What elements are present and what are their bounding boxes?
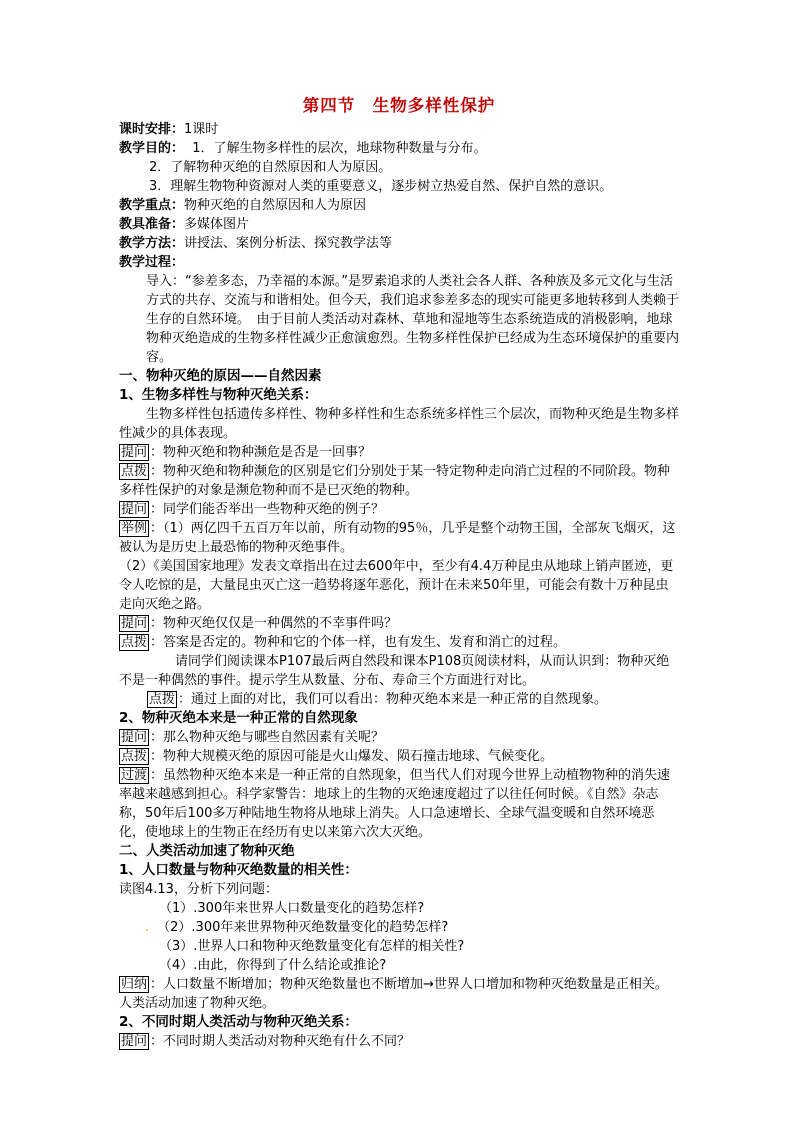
- section1-heading: 一、物种灭绝的原因——自然因素: [119, 368, 322, 384]
- hint-tag: 点拨: [121, 635, 148, 650]
- question-tag: 提问: [121, 445, 148, 460]
- analysis-question-3: （3）.世界人口和物种灭绝数量变化有怎样的相关性?: [159, 939, 465, 954]
- hint-text: ：物种大规模灭绝的原因可能是火山爆发、陨石撞击地球、气候变化。: [150, 749, 554, 764]
- goal-item-1: 1．了解生物多样性的层次，地球物种数量与分布。: [192, 141, 487, 156]
- summary-text: ：人口数量不断增加；物种灭绝数量也不断增加→世界人口增加和物种灭绝数量是正相关。人类活动加速了物种灭绝。: [119, 977, 668, 1011]
- example-text: ：（1）两亿四千五百万年以前，所有动物的95％，几乎是整个动物王国，全部灰飞烟灭，这被认为是历史上最恐怖的物种灭绝事件。: [119, 521, 676, 555]
- section2-subheading-2: 2、不同时期人类活动与物种灭绝关系：: [119, 1014, 358, 1030]
- question-text: ：物种灭绝仅仅是一种偶然的不幸事件吗？: [150, 616, 398, 631]
- analysis-question-2-text: （2）.300年来世界物种灭绝数量变化的趋势怎样?: [157, 920, 449, 935]
- transition-text: ：虽然物种灭绝本来是一种正常的自然现象，但当代人们对现今世界上动植物物种的消失速率越来越感到担心。科学家警告：地球上的生物的灭绝速度超过了以往任何时候。《自然》杂志称，50年后100多万种陆地生物将从地球上消失。人口急速增长、全球气温变暖和自然环境恶化，使地球上的生物正在经历有史以来第六次大灭绝。: [119, 768, 671, 840]
- hint-3: [119, 690, 679, 709]
- question-text: ：同学们能否举出一些物种灭绝的例子？: [150, 502, 385, 517]
- transition-1: [119, 766, 679, 842]
- schedule-value: 1课时: [184, 122, 219, 137]
- transition-tag: 过渡: [121, 768, 148, 783]
- example-2: （2）《美国国家地理》发表文章指出在过去600年中，至少有4.4万种昆虫从地球上销声匿迹，更令人吃惊的是，大量昆虫灭亡这一趋势将逐年恶化，预计在未来50年里，可能会有数十万种昆虫走向灭绝之路。: [119, 559, 674, 612]
- question-text: ：不同时期人类活动对物种灭绝有什么不同？: [150, 1034, 411, 1049]
- methods-line: [119, 234, 679, 253]
- reading-instruction: 请同学们阅读课本P107最后两自然段和课本P108页阅读材料，从而认识到：物种灭绝不是一种偶然的事件。提示学生从数量、分布、寿命三个方面进行对比。: [119, 654, 670, 688]
- goals-label: 教学目的：: [119, 141, 185, 156]
- question-tag: 提问: [121, 616, 148, 631]
- focus-value: 物种灭绝的自然原因和人为原因: [184, 198, 367, 213]
- question-tag: 提问: [121, 502, 148, 517]
- hint-2: [119, 633, 679, 652]
- goals-line: [119, 139, 679, 158]
- question-3: [119, 614, 679, 633]
- tools-value: 多媒体图片: [184, 217, 250, 232]
- summary-1: [119, 975, 679, 1013]
- section2-subheading-1: 1、人口数量与物种灭绝数量的相关性：: [119, 862, 358, 878]
- schedule-label: 课时安排：: [119, 122, 185, 137]
- focus-label: 教学重点：: [119, 198, 185, 213]
- question-4: [119, 728, 679, 747]
- document-page: [119, 92, 679, 1051]
- tools-label: 教具准备：: [119, 217, 185, 232]
- analysis-question-2: . （2）.300年来世界物种灭绝数量变化的趋势怎样?: [145, 920, 449, 935]
- section2-heading: 二、人类活动加速了物种灭绝: [119, 843, 295, 859]
- hint-text: ：通过上面的对比，我们可以看出：物种灭绝本来是一种正常的自然现象。: [178, 692, 608, 707]
- hint-tag: 点拨: [149, 692, 176, 707]
- question-5: [119, 1032, 679, 1051]
- intro-paragraph: 导入：“参差多态，乃幸福的本源。”是罗素追求的人类社会各人群、各种族及多元文化与生活方式的共存、交流与和谐相处。但今天，我们追求参差多态的现实可能更多地转移到人类赖于生存的自然环境。 由于目前人类活动对森林、草地和湿地等生态系统造成的消极影响，地球物种灭绝造成的生物多样性减少正愈演愈烈。生物多样性保护已经成为生态环境保护的重要内容。: [146, 274, 680, 365]
- example-1: [119, 519, 679, 557]
- section1-subheading-2: 2、物种灭绝本来是一种正常的自然现象: [119, 710, 358, 726]
- hint-tag: 点拨: [121, 464, 148, 479]
- question-text: ：那么物种灭绝与哪些自然因素有关呢？: [150, 730, 385, 745]
- example-tag: 举例: [121, 521, 148, 536]
- schedule-line: [119, 120, 679, 139]
- hint-tag: 点拨: [121, 749, 148, 764]
- section1-paragraph-1: 生物多样性包括遗传多样性、物种多样性和生态系统多样性三个层次，而物种灭绝是生物多样性减少的具体表现。: [119, 407, 680, 441]
- methods-value: 讲授法、案例分析法、探究教学法等: [184, 236, 393, 251]
- analysis-question-4: （4）.由此，你得到了什么结论或推论?: [159, 958, 387, 973]
- methods-label: 教学方法：: [119, 236, 185, 251]
- hint-4: [119, 747, 679, 766]
- analysis-question-1: （1）.300年来世界人口数量变化的趋势怎样?: [159, 901, 425, 916]
- question-text: ：物种灭绝和物种濒危是否是一回事？: [150, 445, 372, 460]
- hint-1: [119, 462, 679, 500]
- section1-subheading-1: 1、生物多样性与物种灭绝关系：: [119, 387, 318, 403]
- page-title: 第四节 生物多样性保护: [302, 96, 496, 115]
- question-2: [119, 500, 679, 519]
- tools-line: [119, 215, 679, 234]
- hint-text: ：物种灭绝和物种濒危的区别是它们分别处于某一特定物种走向消亡过程的不同阶段。物种多样性保护的对象是濒危物种而不是已灭绝的物种。: [119, 464, 671, 498]
- goal-item-3: 3．理解生物物种资源对人类的重要意义，逐步树立热爱自然、保护自然的意识。: [149, 179, 613, 194]
- summary-tag: 归纳: [121, 977, 148, 992]
- focus-line: [119, 196, 679, 215]
- figure-reading-instruction: 读图4.13，分析下列问题：: [119, 882, 278, 897]
- process-label: 教学过程：: [119, 255, 185, 270]
- question-tag: 提问: [121, 730, 148, 745]
- question-1: [119, 443, 679, 462]
- question-tag: 提问: [121, 1034, 148, 1049]
- goal-item-2: 2．了解物种灭绝的自然原因和人为原因。: [149, 160, 392, 175]
- hint-text: ：答案是否定的。物种和它的个体一样，也有发生、发育和消亡的过程。: [150, 635, 567, 650]
